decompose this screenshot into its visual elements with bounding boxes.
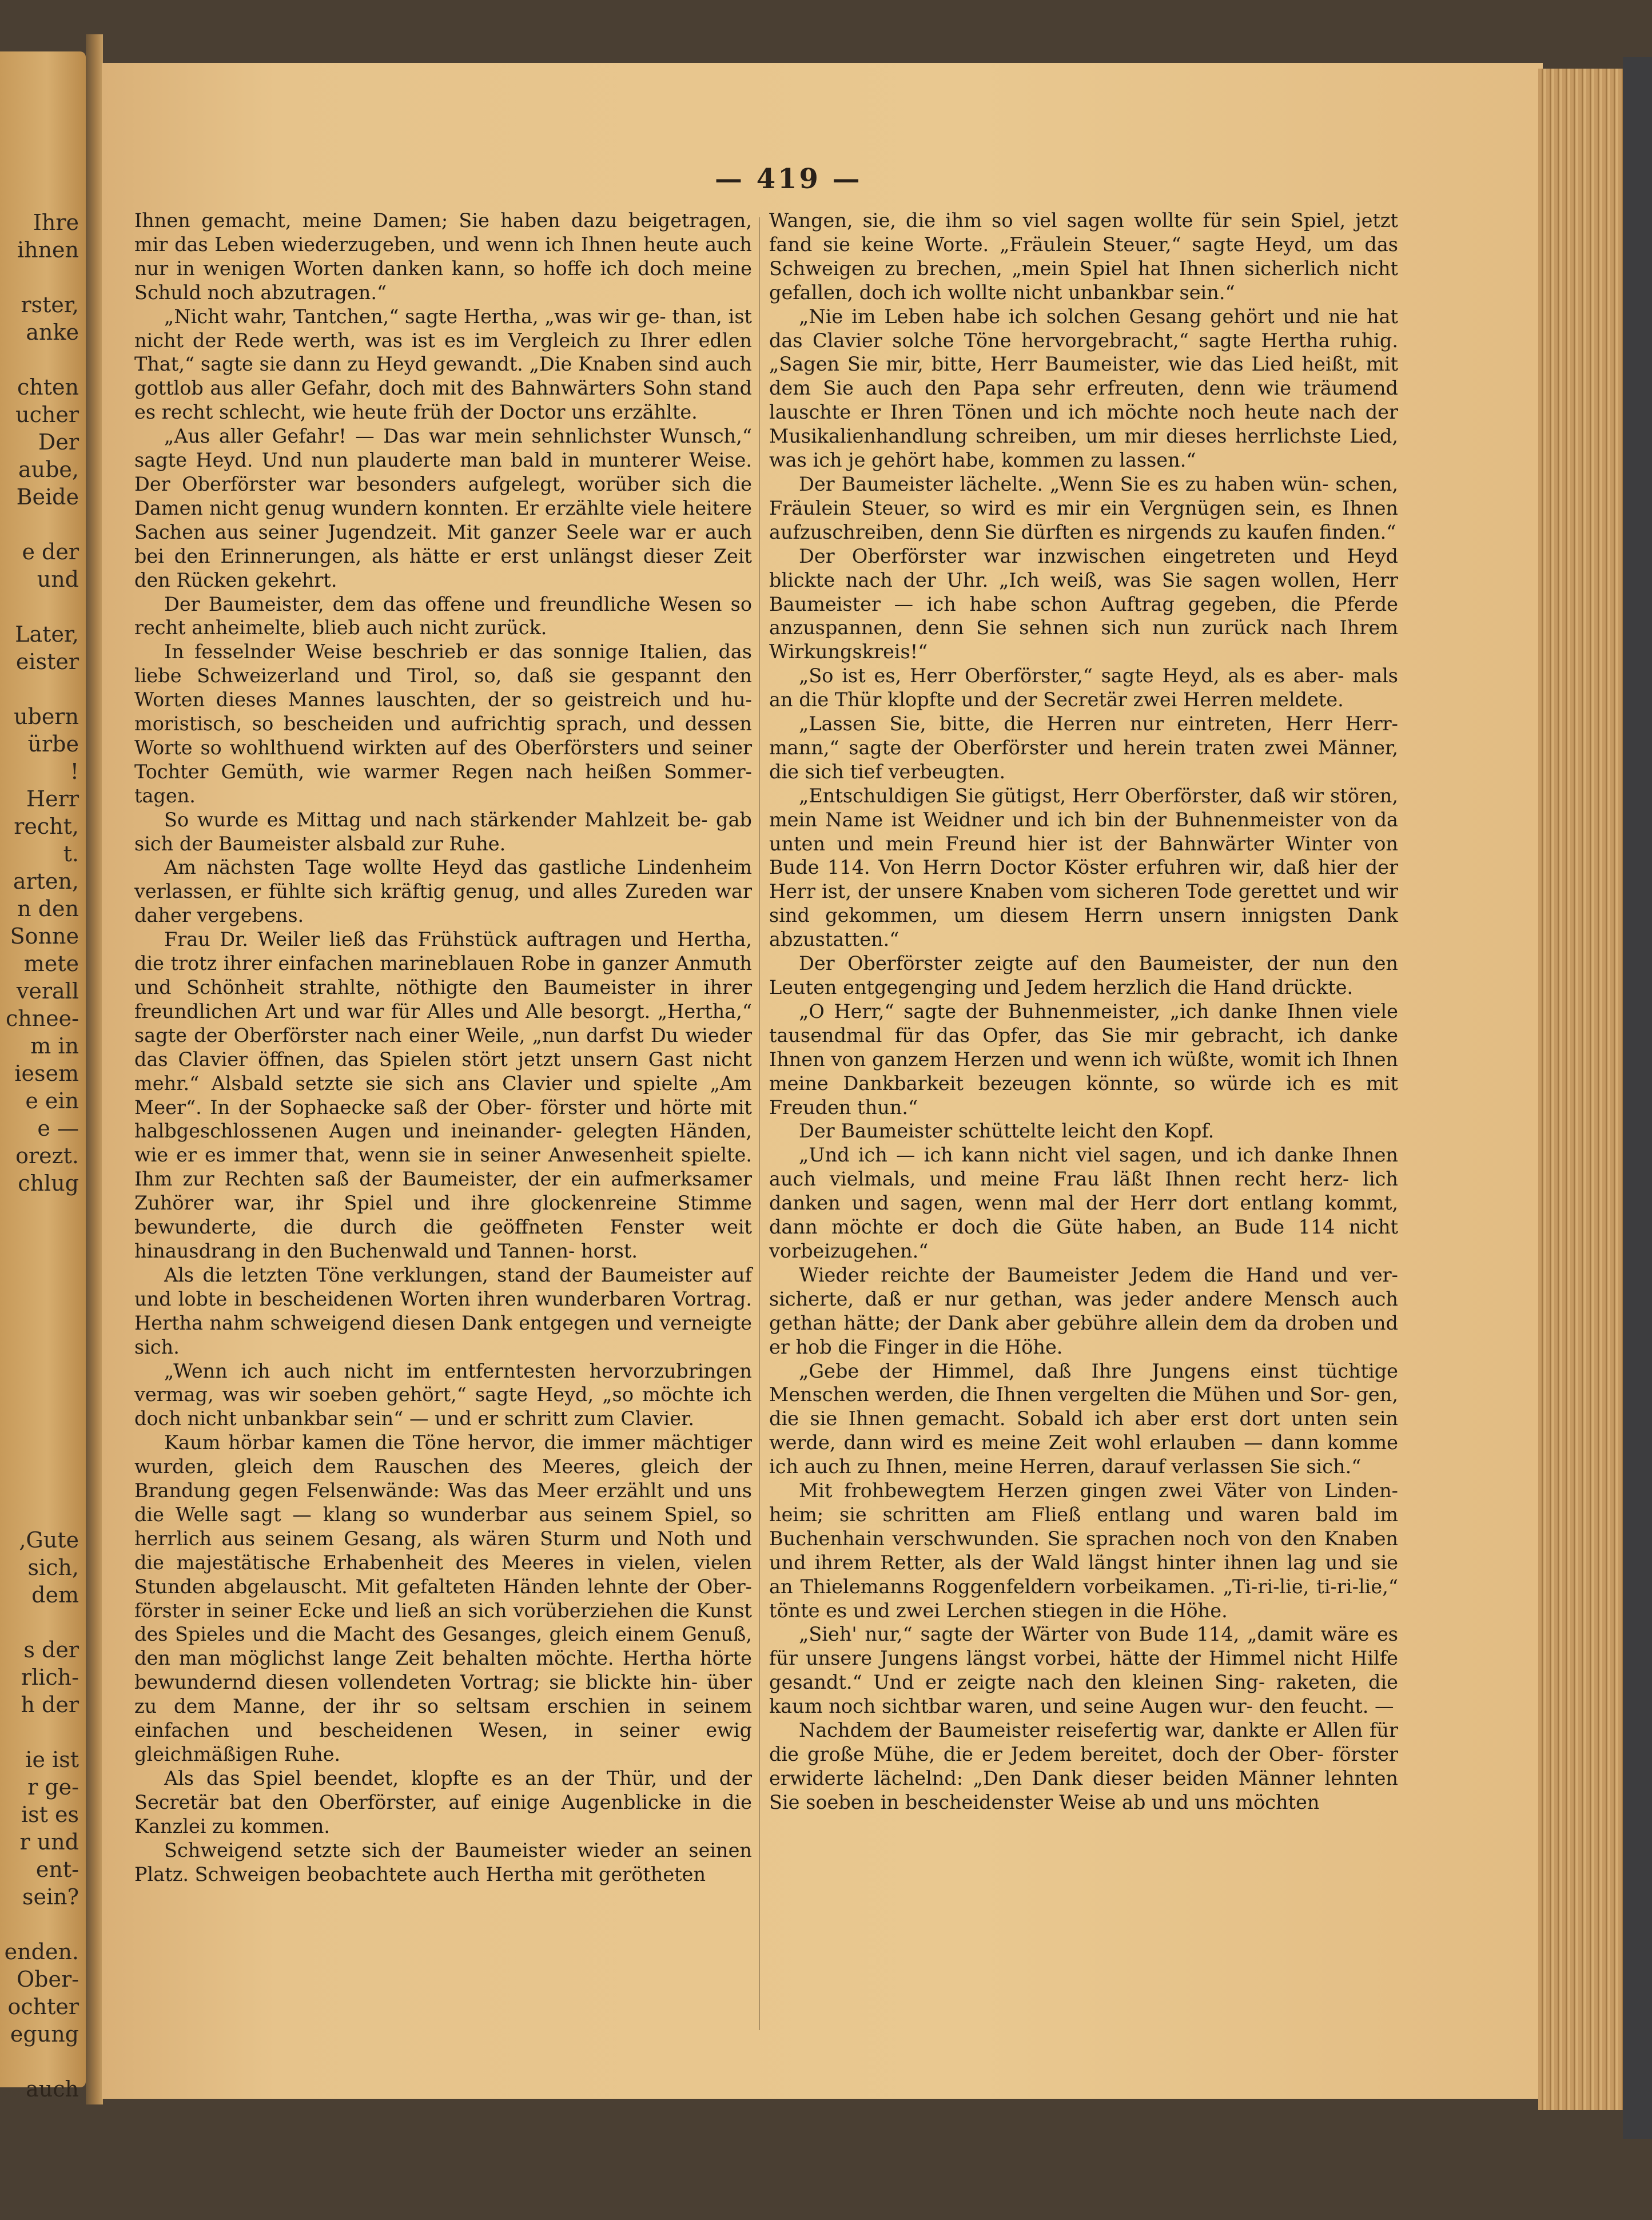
book-binding <box>1623 57 1652 2139</box>
margin-fragment: auch <box>26 2076 79 2102</box>
margin-fragment: ist es <box>21 1802 79 1827</box>
margin-fragment: t. <box>63 841 79 866</box>
margin-fragment: ochter <box>7 1994 79 2019</box>
margin-fragment: s der <box>23 1637 79 1662</box>
book-gutter <box>86 34 103 2104</box>
paragraph: „Lassen Sie, bitte, die Herren nur eintreten, Herr Herr- mann,“ sagte der Oberförster und herein traten zwei Männer, die sich tief verbeugten. <box>769 713 1398 783</box>
margin-fragment: arten, <box>13 869 79 894</box>
margin-fragment: ! <box>70 759 79 784</box>
paragraph: Ihnen gemacht, meine Damen; Sie haben dazu beigetragen, mir das Leben wiederzugeben, und wenn ich Ihnen heute auch nur in wenigen Worten danken kann, so hoffe ich doch meine Schuld noch abzutragen.“ <box>134 209 752 304</box>
margin-fragment: sich, <box>27 1555 79 1580</box>
paragraph: Am nächsten Tage wollte Heyd das gastliche Lindenheim verlassen, er fühlte sich kräftig genug, und alles Zureden war daher vergebens. <box>134 856 752 927</box>
margin-fragment: e — <box>37 1116 79 1141</box>
margin-fragment: ubern <box>14 704 79 729</box>
margin-fragment: Der <box>38 429 79 455</box>
margin-fragment: enden. <box>4 1939 79 1964</box>
margin-fragment: orezt. <box>15 1143 79 1168</box>
margin-fragment: chten <box>17 375 79 400</box>
margin-fragment: chnee- <box>5 1006 79 1031</box>
paragraph: Als das Spiel beendet, klopfte es an der Thür, und der Secretär bat den Oberförster, auf einige Augenblicke in die Kanzlei zu kommen. <box>134 1767 752 1837</box>
margin-fragment: dem <box>31 1582 79 1608</box>
paragraph: Wieder reichte der Baumeister Jedem die Hand und ver- sicherte, daß er nur gethan, was jeder andere Mensch auch gethan hätte; der Dank aber gebühre allein dem da droben und er hob die Finger in die Höhe. <box>769 1263 1398 1358</box>
paragraph: „Aus aller Gefahr! — Das war mein sehnlichster Wunsch,“ sagte Heyd. Und nun plauderte man bald in munterer Weise. Der Oberförster war besonders aufgelegt, worüber sich die Damen nicht genug wundern konnten. Er erzählte viele heitere Sachen aus seiner Jugendzeit. Mit ganzer Seele war er auch bei den Erinnerungen, als hätte er erst unlängst dieser Zeit den Rücken gekehrt. <box>134 425 752 591</box>
paragraph: In fesselnder Weise beschrieb er das sonnige Italien, das liebe Schweizerland und Tirol, so, daß sie gespannt den Worten dieses Mannes lauschten, der so geistreich und hu- moristisch, so bescheiden und aufrichtig sprach, und dessen Worte so wohlthuend wirkten auf des Oberförsters und seiner Tochter Gemüth, wie warmer Regen nach heißen Sommer- tagen. <box>134 640 752 807</box>
right-text-column <box>769 209 1398 1815</box>
margin-fragment: n den <box>17 896 79 921</box>
paragraph: Nachdem der Baumeister reisefertig war, dankte er Allen für die große Mühe, die er Jedem bereitet, doch der Ober- förster erwiderte lächelnd: „Den Dank dieser beiden Männer lehnten Sie soeben in bescheidenster Weise ab und uns möchten <box>769 1719 1398 1813</box>
paragraph: Kaum hörbar kamen die Töne hervor, die immer mächtiger wurden, gleich dem Rauschen des Meeres, gleich der Brandung gegen Felsenwände: Was das Meer erzählt und uns die Welle sagt — klang so wunderbar aus seinem Spiel, so herrlich aus seinem Gesang, als wären Sturm und Noth und die majestätische Erhabenheit des Meeres in vielen, vielen Stunden abgelauscht. Mit gefalteten Händen lehnte der Ober- förster in seiner Ecke und ließ an sich vorüberziehen die Kunst des Spieles und die Macht des Gesanges, gleich einem Genuß, den man möglichst lange Zeit behalten möchte. Hertha hörte bewundernd diesen vollendeten Vortrag; sie blickte hin- über zu dem Manne, der ihr so seltsam erschien in seinem einfachen und bescheidenen Wesen, in seiner ewig gleichmäßigen Ruhe. <box>134 1431 752 1765</box>
paragraph: „Wenn ich auch nicht im entferntesten hervorzubringen vermag, was wir soeben gehört,“ sagte Heyd, „so möchte ich doch nicht unbankbar sein“ — und er schritt zum Clavier. <box>134 1359 752 1430</box>
paragraph: „Entschuldigen Sie gütigst, Herr Oberförster, daß wir stören, mein Name ist Weidner und ich bin der Buhnenmeister von da unten und mein Freund hier ist der Bahnwärter Winter von Bude 114. Von Herrn Doctor Köster erfuhren wir, daß hier der Herr ist, der unsere Knaben vom sicheren Tode gerettet und wir sind gekommen, um diesem Herrn unsern innigsten Dank abzustatten.“ <box>769 784 1398 951</box>
margin-fragment: r ge- <box>27 1775 79 1800</box>
margin-fragment: ie ist <box>25 1747 79 1772</box>
margin-fragment: Ober- <box>17 1967 79 1992</box>
margin-fragment: sein? <box>22 1884 79 1909</box>
left-text-column <box>134 209 752 1886</box>
margin-fragment: e der <box>22 539 79 564</box>
paragraph: Schweigend setzte sich der Baumeister wieder an seinen Platz. Schweigen beobachtete auch Hertha mit gerötheten <box>134 1839 752 1885</box>
margin-fragment: recht, <box>14 814 79 839</box>
margin-fragment: Later, <box>15 622 79 647</box>
margin-fragment: ucher <box>15 402 79 427</box>
paragraph: Der Oberförster war inzwischen eingetreten und Heyd blickte nach der Uhr. „Ich weiß, was Sie sagen wollen, Herr Baumeister — ich habe schon Auftrag gegeben, die Pferde anzuspannen, denn Sie sehnen sich nun zurück nach Ihrem Wirkungskreis!“ <box>769 544 1398 663</box>
margin-fragment: ,Gute <box>19 1527 79 1553</box>
paragraph: „O Herr,“ sagte der Buhnenmeister, „ich danke Ihnen viele tausendmal für das Opfer, das Sie mir gebracht, ich danke Ihnen von ganzem Herzen und wenn ich wüßte, womit ich Ihnen meine Dankbarkeit bezeugen könnte, so würde ich es mit Freuden thun.“ <box>769 1000 1398 1119</box>
margin-fragment: h der <box>21 1692 79 1717</box>
margin-fragment: rster, <box>21 292 79 317</box>
paragraph: „Gebe der Himmel, daß Ihre Jungens einst tüchtige Menschen werden, die Ihnen vergelten die Mühen und Sor- gen, die sie Ihnen gemacht. Sobald ich aber erst dort unten sein werde, dann wird es meine Zeit wohl erlauben — dann komme ich auch zu Ihnen, meine Herren, darauf verlassen Sie sich.“ <box>769 1359 1398 1478</box>
paragraph: „Nie im Leben habe ich solchen Gesang gehört und nie hat das Clavier solche Töne hervorgebracht,“ sagte Hertha ruhig. „Sagen Sie mir, bitte, Herr Baumeister, wie das Lied heißt, mit dem Sie auch den Papa sehr erfreuten, denn wie träumend lauschte er Ihren Tönen und ich möchte noch heute nach der Musikalienhandlung schreiben, um mir dieses herrlichste Lied, was ich je gehört habe, kommen zu lassen.“ <box>769 305 1398 472</box>
margin-fragment: ürbe <box>27 731 79 757</box>
margin-fragment: r und <box>19 1829 79 1855</box>
margin-fragment: Ihre <box>33 210 79 235</box>
paragraph: Mit frohbewegtem Herzen gingen zwei Väter von Linden- heim; sie schritten am Fließ entlang und waren bald im Buchenhain verschwunden. Sie sprachen noch von den Knaben und ihrem Retter, als der Wald längst hinter ihnen lag und sie an Thielemanns Roggenfeldern vorbeikamen. „Ti-ri-lie, ti-ri-lie,“ tönte es und zwei Lerchen stiegen in die Höhe. <box>769 1479 1398 1622</box>
margin-fragment: aube, <box>18 457 79 482</box>
margin-fragment: und <box>37 567 79 592</box>
paragraph: Der Baumeister lächelte. „Wenn Sie es zu haben wün- schen, Fräulein Steuer, so wird es mir ein Vergnügen sein, es Ihnen aufzuschreiben, denn Sie dürften es nirgends zu kaufen finden.“ <box>769 472 1398 543</box>
page-number: — 419 — <box>715 163 862 195</box>
left-page-edge <box>0 51 86 2102</box>
paragraph: „Sieh' nur,“ sagte der Wärter von Bude 114, „damit wäre es für unsere Jungens längst vorbei, hätte der Himmel nicht Hilfe gesandt.“ Und er zeigte nach den kleinen Sing- raketen, die kaum noch sichtbar waren, und seine Augen wur- den feucht. — <box>769 1623 1398 1718</box>
margin-fragment: Sonne <box>10 924 79 949</box>
column-divider <box>759 217 760 2030</box>
paragraph: Wangen, sie, die ihm so viel sagen wollte für sein Spiel, jetzt fand sie keine Worte. „Fräulein Steuer,“ sagte Heyd, um das Schweigen zu brechen, „mein Spiel hat Ihnen sicherlich nicht gefallen, doch ich wollte nicht unbankbar sein.“ <box>769 209 1398 304</box>
margin-fragment: chlug <box>18 1171 79 1196</box>
margin-fragment: verall <box>16 978 79 1004</box>
paragraph: „Und ich — ich kann nicht viel sagen, und ich danke Ihnen auch vielmals, und meine Frau läßt Ihnen recht herz- lich danken und sagen, wenn mal der Herr dort entlang kommt, dann möchte er doch die Güte haben, an Bude 114 nicht vorbeizugehen.“ <box>769 1144 1398 1262</box>
paragraph: Der Baumeister schüttelte leicht den Kopf. <box>799 1120 1215 1143</box>
margin-fragment: rlich- <box>21 1665 79 1690</box>
paragraph: Als die letzten Töne verklungen, stand der Baumeister auf und lobte in bescheidenen Worten ihren wunderbaren Vortrag. Hertha nahm schweigend diesen Dank entgegen und verneigte sich. <box>134 1263 752 1358</box>
margin-fragment: ihnen <box>17 237 79 262</box>
paragraph: Frau Dr. Weiler ließ das Frühstück auftragen und Hertha, die trotz ihrer einfachen marineblauen Robe in ganzer Anmuth und Schönheit strahlte, nöthigte den Baumeister in ihrer freundlichen Art und war für Alles und Alle besorgt. „Hertha,“ sagte der Oberförster nach einer Weile, „nun darfst Du wieder das Clavier öffnen, das Spielen stört jetzt unsern Gast nicht mehr.“ Alsbald setzte sie sich ans Clavier und spielte „Am Meer“. In der Sophaecke saß der Ober- förster und hörte mit halbgeschlossenen Augen und ineinander- gelegten Händen, wie er es immer that, wenn sie in seiner Anwesenheit spielte. Ihm zur Rechten saß der Baumeister, der ein aufmerksamer Zuhörer war, ihr Spiel und ihre glockenreine Stimme bewunderte, die durch die geöffneten Fenster weit hinausdrang in den Buchenwald und Tannen- horst. <box>134 928 752 1262</box>
margin-fragment: anke <box>26 320 79 345</box>
margin-fragment: m in <box>30 1033 79 1059</box>
margin-fragment: egung <box>10 2022 79 2047</box>
paragraph: Der Baumeister, dem das offene und freundliche Wesen so recht anheimelte, blieb auch nicht zurück. <box>134 592 752 639</box>
margin-fragment: mete <box>23 951 79 976</box>
margin-fragment: Beide <box>16 484 79 510</box>
paragraph: So wurde es Mittag und nach stärkender Mahlzeit be- gab sich der Baumeister alsbald zur Ruhe. <box>134 808 752 855</box>
page-block-edges <box>1538 69 1624 2110</box>
margin-fragment: e ein <box>25 1088 79 1113</box>
margin-fragment: iesem <box>14 1061 79 1086</box>
margin-fragment: ent- <box>35 1857 79 1882</box>
paragraph: Der Oberförster zeigte auf den Baumeister, der nun den Leuten entgegenging und Jedem herzlich die Hand drückte. <box>769 952 1398 998</box>
paragraph: „Nicht wahr, Tantchen,“ sagte Hertha, „was wir ge- than, ist nicht der Rede werth, was ist es im Vergleich zu Ihrer edlen That,“ sagte sie dann zu Heyd gewandt. „Die Knaben sind auch gottlob aus aller Gefahr, doch mit des Bahnwärters Sohn stand es recht schlecht, wie heute früh der Doctor uns erzählte. <box>134 305 752 424</box>
margin-fragment: eister <box>15 649 79 674</box>
paragraph: „So ist es, Herr Oberförster,“ sagte Heyd, als es aber- mals an die Thür klopfte und der Secretär zwei Herren meldete. <box>769 665 1398 711</box>
margin-fragment: Herr <box>26 786 79 811</box>
